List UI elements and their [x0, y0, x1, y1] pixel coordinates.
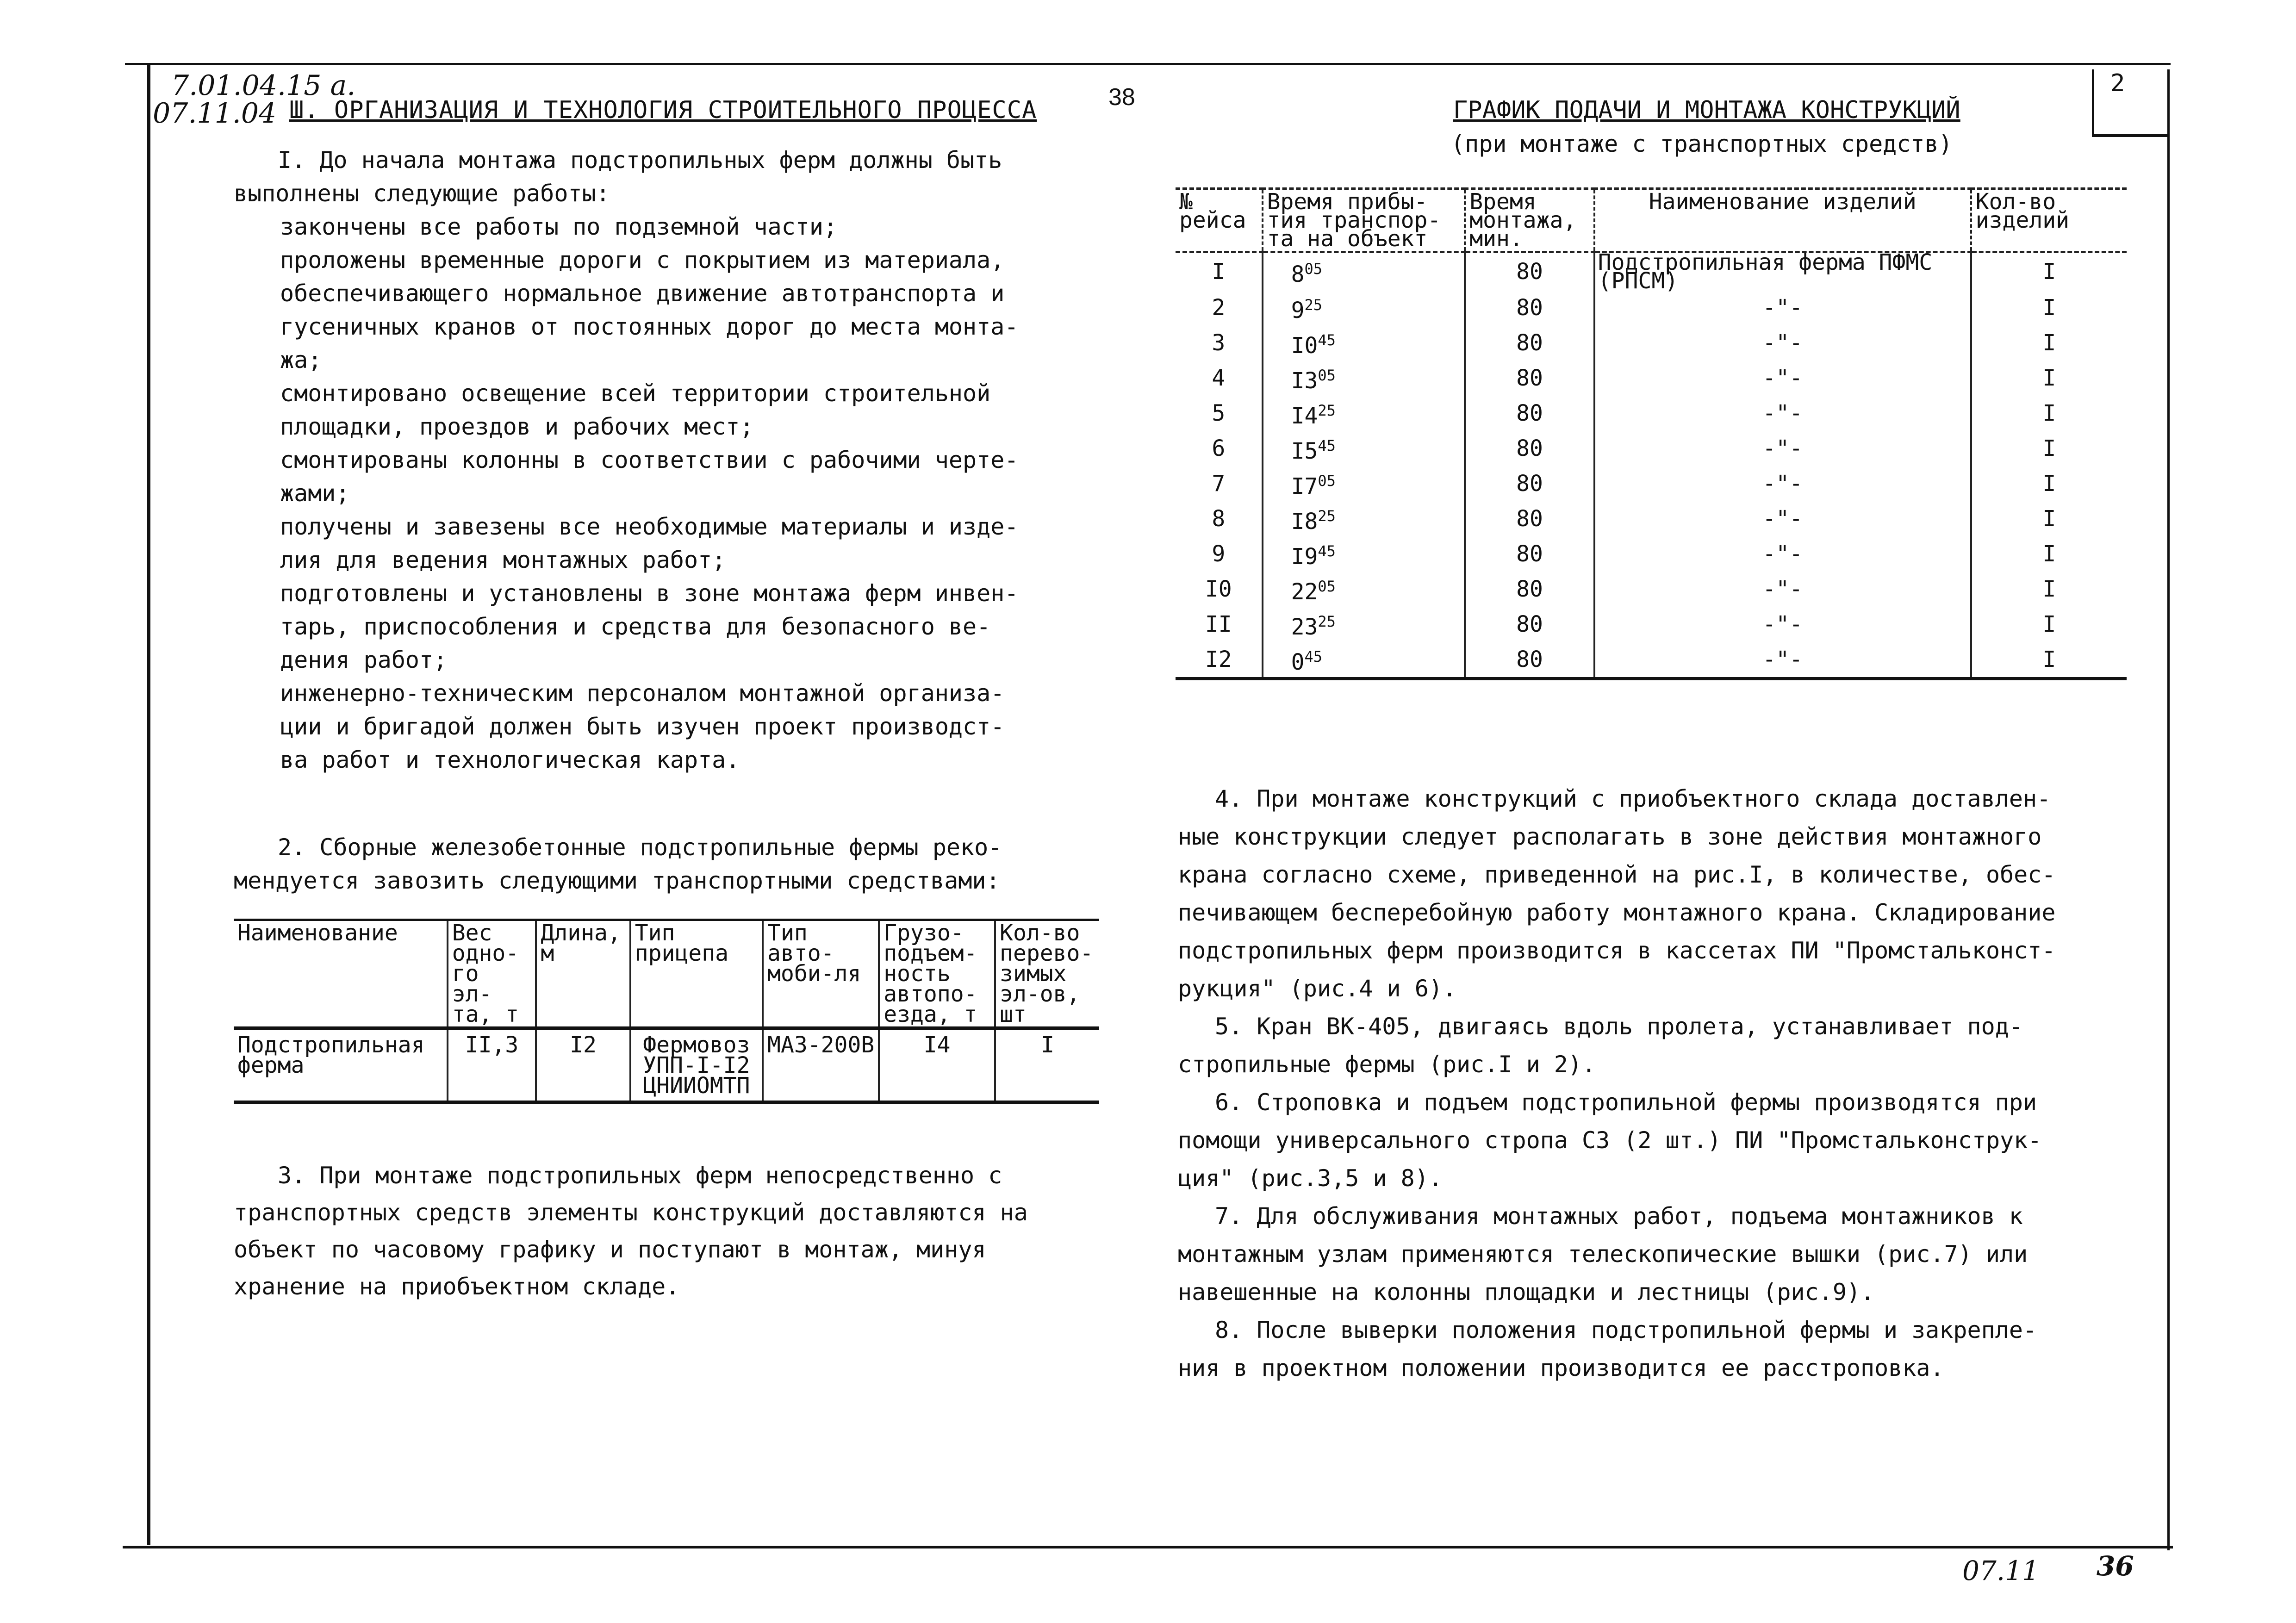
text-line: навешенные на колонны площадки и лестницы (рис.9).	[1178, 1279, 1875, 1306]
trip-number: I0	[1205, 576, 1232, 602]
product-quantity: I	[2042, 541, 2056, 567]
arrival-hour: I8	[1291, 509, 1318, 535]
arrival-hour: 8	[1291, 261, 1305, 287]
table-row	[1176, 325, 2127, 361]
section-heading: Ш. ОРГАНИЗАЦИЯ И ТЕХНОЛОГИЯ СТРОИТЕЛЬНОГО ПРОЦЕССА	[289, 96, 1037, 124]
text-line: 6. Строповка и подъем подстропильной фермы производятся при	[1215, 1089, 2037, 1116]
table-cell	[1465, 466, 1594, 501]
text-line: 4. При монтаже конструкций с приобъектного склада доставлен-	[1215, 785, 2051, 812]
table-cell	[1465, 396, 1594, 431]
arrival-hour: 23	[1291, 614, 1318, 640]
table-cell	[1176, 501, 1263, 536]
trip-number: 2	[1212, 295, 1226, 321]
table-header: Время монтажа, мин.	[1465, 189, 1594, 252]
table-row	[1176, 396, 2127, 431]
text-line: 8. После выверки положения подстропильной фермы и закрепле-	[1215, 1317, 2037, 1343]
frame-right-line	[2167, 69, 2170, 1550]
table-cell	[1176, 396, 1263, 431]
text-line: мендуется завозить следующими транспортными средствами:	[234, 867, 1000, 894]
mount-duration: 80	[1516, 611, 1543, 637]
table-cell	[1971, 290, 2127, 325]
arrival-minute: 05	[1304, 260, 1323, 278]
table-cell	[1176, 607, 1263, 642]
arrival-minute: 45	[1304, 648, 1323, 665]
product-quantity: I	[2042, 576, 2056, 602]
product-quantity: I	[2042, 611, 2056, 637]
list-item: тарь, приспособления и средства для безопасного ве-	[280, 613, 991, 640]
product-name: -"-	[1762, 647, 1803, 672]
table-cell	[1971, 325, 2127, 361]
paragraph-2	[234, 831, 1085, 897]
table-cell	[1594, 396, 1971, 431]
schedule-title: ГРАФИК ПОДАЧИ И МОНТАЖА КОНСТРУКЦИЙ	[1453, 96, 1960, 124]
text-line: транспортных средств элементы конструкций доставляются на	[234, 1199, 1028, 1226]
frame-left-line	[147, 64, 150, 1545]
text-line: ния в проектном положении производится ее расстроповка.	[1178, 1355, 1944, 1381]
text-line: крана согласно схеме, приведенной на рис.I, в количестве, обес-	[1178, 861, 2056, 888]
product-quantity: I	[2042, 471, 2056, 497]
trip-number: 9	[1212, 541, 1226, 567]
product-name: -"-	[1762, 576, 1803, 602]
mount-duration: 80	[1516, 259, 1543, 285]
paragraph-4	[1178, 780, 2113, 1387]
list-item: получены и завезены все необходимые материалы и изде-	[280, 513, 1019, 540]
trip-number: 6	[1212, 435, 1226, 461]
mount-duration: 80	[1516, 471, 1543, 497]
table-cell	[1594, 466, 1971, 501]
product-name: -"-	[1762, 435, 1803, 461]
text-line: 7. Для обслуживания монтажных работ, подъема монтажников к	[1215, 1203, 2023, 1230]
table-row	[1176, 431, 2127, 466]
product-name: -"-	[1762, 365, 1803, 391]
table-cell	[1465, 252, 1594, 291]
text-line: 5. Кран ВК-405, двигаясь вдоль пролета, устанавливает под-	[1215, 1013, 2023, 1040]
product-name: -"-	[1762, 471, 1803, 497]
table-cell	[1971, 361, 2127, 396]
table-cell: I	[995, 1028, 1099, 1102]
footer-code: 07.11	[1962, 1555, 2040, 1586]
table-cell: I2	[536, 1028, 630, 1102]
list-item: смонтировано освещение всей территории строительной	[280, 380, 991, 407]
list-item: жами;	[280, 480, 350, 507]
table-cell	[1465, 572, 1594, 607]
text-line: 2. Сборные железобетонные подстропильные фермы реко-	[278, 834, 1002, 861]
table-cell	[1594, 325, 1971, 361]
table-cell	[1971, 501, 2127, 536]
table-cell	[1465, 361, 1594, 396]
mount-duration: 80	[1516, 541, 1543, 567]
footer-sheet-number: 36	[2097, 1550, 2134, 1582]
arrival-minute: 05	[1318, 578, 1336, 595]
table-cell: II,3	[448, 1028, 536, 1102]
table-cell	[1176, 536, 1263, 572]
table-header: Наименование	[234, 920, 448, 1029]
table-row	[1176, 642, 2127, 679]
text-line: печивающем бесперебойную работу монтажного крана. Складирование	[1178, 899, 2056, 926]
product-name: -"-	[1762, 330, 1803, 356]
table-cell	[1971, 572, 2127, 607]
arrival-minute: 25	[1304, 296, 1323, 314]
product-name: -"-	[1762, 506, 1803, 532]
table-cell	[1971, 607, 2127, 642]
arrival-minute: 25	[1318, 507, 1336, 525]
arrival-minute: 25	[1318, 402, 1336, 419]
text-line: I. До начала монтажа подстропильных ферм должны быть	[278, 147, 1002, 174]
table-cell	[1176, 252, 1263, 291]
transport-table	[234, 919, 1099, 1104]
mount-duration: 80	[1516, 506, 1543, 532]
list-item: дения работ;	[280, 647, 448, 673]
frame-bottom-line	[123, 1546, 2173, 1548]
text-line: выполнены следующие работы:	[234, 180, 610, 207]
table-row	[1176, 572, 2127, 607]
product-quantity: I	[2042, 295, 2056, 321]
list-item: гусеничных кранов от постоянных дорог до места монта-	[280, 313, 1019, 340]
table-cell	[1465, 325, 1594, 361]
text-line: стропильные фермы (рис.I и 2).	[1178, 1051, 1596, 1078]
table-cell	[1594, 290, 1971, 325]
text-line: подстропильных ферм производится в кассетах ПИ "Промстальконст-	[1178, 937, 2056, 964]
table-cell	[1971, 252, 2127, 291]
table-cell	[1971, 466, 2127, 501]
table-cell	[1594, 607, 1971, 642]
table-row	[1176, 607, 2127, 642]
mount-duration: 80	[1516, 576, 1543, 602]
list-item: жа;	[280, 347, 322, 373]
arrival-hour: I4	[1291, 403, 1318, 429]
sheet-number: 2	[2110, 69, 2125, 97]
table-row	[1176, 501, 2127, 536]
table-cell	[1263, 396, 1465, 431]
trip-number: II	[1205, 611, 1232, 637]
table-cell	[1971, 536, 2127, 572]
table-header: Тип прицепа	[630, 920, 763, 1029]
mount-duration: 80	[1516, 330, 1543, 356]
table-cell	[1263, 431, 1465, 466]
product-name: -"-	[1762, 295, 1803, 321]
sheet-number-box	[2092, 69, 2170, 137]
product-quantity: I	[2042, 365, 2056, 391]
arrival-hour: 22	[1291, 579, 1318, 605]
table-cell	[1263, 536, 1465, 572]
product-quantity: I	[2042, 259, 2056, 285]
table-cell	[1594, 431, 1971, 466]
table-cell: МАЗ-200В	[763, 1028, 879, 1102]
table-cell	[1263, 252, 1465, 291]
product-name: Подстропильная ферма ПФМС (РПСМ)	[1598, 249, 1933, 294]
table-header: № рейса	[1176, 189, 1263, 252]
product-quantity: I	[2042, 330, 2056, 356]
table-cell	[1263, 466, 1465, 501]
arrival-minute: 45	[1318, 331, 1336, 349]
arrival-hour: I9	[1291, 544, 1318, 570]
product-quantity: I	[2042, 647, 2056, 672]
table-cell	[1594, 501, 1971, 536]
list-item: закончены все работы по подземной части;	[280, 213, 838, 240]
arrival-hour: I7	[1291, 473, 1318, 499]
list-item: смонтированы колонны в соответствии с рабочими черте-	[280, 447, 1019, 473]
product-name: -"-	[1762, 541, 1803, 567]
text-line: хранение на приобъектном складе.	[234, 1273, 680, 1300]
list-item: ва работ и технологическая карта.	[280, 746, 740, 773]
table-cell	[1176, 361, 1263, 396]
trip-number: I	[1212, 259, 1226, 285]
arrival-hour: I3	[1291, 368, 1318, 394]
text-line: ные конструкции следует располагать в зоне действия монтажного	[1178, 823, 2042, 850]
trip-number: 3	[1212, 330, 1226, 356]
table-cell	[1263, 325, 1465, 361]
mount-duration: 80	[1516, 365, 1543, 391]
document-code-secondary: 07.11.04	[153, 97, 277, 130]
document-code: 7.01.04.15 а.	[171, 69, 356, 102]
trip-number: 8	[1212, 506, 1226, 532]
text-line: 3. При монтаже подстропильных ферм непосредственно с	[278, 1162, 1002, 1189]
trip-number: 4	[1212, 365, 1226, 391]
table-header: Тип авто-моби-ля	[763, 920, 879, 1029]
arrival-minute: 45	[1318, 542, 1336, 560]
text-line: ция" (рис.3,5 и 8).	[1178, 1165, 1443, 1192]
page-number: 38	[1108, 84, 1135, 111]
table-cell	[1465, 536, 1594, 572]
table-cell	[1263, 572, 1465, 607]
table-cell	[1176, 572, 1263, 607]
mount-duration: 80	[1516, 400, 1543, 426]
table-cell	[1176, 290, 1263, 325]
table-cell	[1594, 536, 1971, 572]
list-item: площадки, проездов и рабочих мест;	[280, 413, 754, 440]
table-cell	[1594, 361, 1971, 396]
table-row	[1176, 290, 2127, 325]
table-header: Кол-во изделий	[1971, 189, 2127, 252]
table-header: Кол-во перево-зимых эл-ов, шт	[995, 920, 1099, 1029]
text-line: рукция" (рис.4 и 6).	[1178, 975, 1457, 1002]
table-cell	[1971, 396, 2127, 431]
table-cell	[1971, 642, 2127, 679]
product-quantity: I	[2042, 435, 2056, 461]
paragraph-1	[234, 143, 1085, 777]
table-row	[1176, 466, 2127, 501]
table-cell: I4	[879, 1028, 995, 1102]
text-line: объект по часовому графику и поступают в монтаж, минуя	[234, 1236, 986, 1263]
product-quantity: I	[2042, 400, 2056, 426]
list-item: обеспечивающего нормальное движение автотранспорта и	[280, 280, 1005, 307]
arrival-minute: 25	[1318, 613, 1336, 630]
table-header: Длина, м	[536, 920, 630, 1029]
table-cell	[1465, 642, 1594, 679]
list-item: инженерно-техническим персоналом монтажной организа-	[280, 680, 1005, 707]
table-cell	[1263, 290, 1465, 325]
arrival-hour: I0	[1291, 333, 1318, 359]
table-cell	[1176, 431, 1263, 466]
table-cell	[1263, 361, 1465, 396]
table-cell	[1971, 431, 2127, 466]
table-cell	[1263, 607, 1465, 642]
arrival-hour: I5	[1291, 438, 1318, 464]
table-cell	[1176, 642, 1263, 679]
arrival-hour: 0	[1291, 649, 1305, 675]
text-line: помощи универсального стропа СЗ (2 шт.) ПИ "Промстальконструк-	[1178, 1127, 2042, 1154]
product-name: -"-	[1762, 611, 1803, 637]
trip-number: 7	[1212, 471, 1226, 497]
table-cell: Подстропильная ферма	[234, 1028, 448, 1102]
list-item: лия для ведения монтажных работ;	[280, 547, 726, 573]
arrival-minute: 05	[1318, 472, 1336, 490]
table-cell	[1176, 466, 1263, 501]
list-item: проложены временные дороги с покрытием из материала,	[280, 247, 1005, 274]
schedule-table	[1176, 187, 2127, 680]
frame-top-line	[125, 63, 2171, 65]
text-line: монтажным узлам применяются телескопические вышки (рис.7) или	[1178, 1241, 2028, 1268]
table-cell	[1465, 290, 1594, 325]
table-cell	[1263, 501, 1465, 536]
product-name: -"-	[1762, 400, 1803, 426]
table-header: Время прибы-тия транспор-та на объект	[1263, 189, 1465, 252]
paragraph-3	[234, 1157, 1085, 1305]
mount-duration: 80	[1516, 295, 1543, 321]
table-cell: Фермовоз УПП-I-I2 ЦНИИОМТП	[630, 1028, 763, 1102]
list-item: подготовлены и установлены в зоне монтажа ферм инвен-	[280, 580, 1019, 607]
table-cell	[1594, 249, 1971, 294]
table-cell	[1465, 501, 1594, 536]
mount-duration: 80	[1516, 435, 1543, 461]
list-item: ции и бригадой должен быть изучен проект производст-	[280, 713, 1005, 740]
table-cell	[1594, 572, 1971, 607]
table-cell	[1465, 431, 1594, 466]
arrival-hour: 9	[1291, 298, 1305, 323]
table-cell	[1465, 607, 1594, 642]
table-row	[1176, 252, 2127, 291]
table-header: Грузо-подъем-ность автопо-езда, т	[879, 920, 995, 1029]
trip-number: 5	[1212, 400, 1226, 426]
arrival-minute: 05	[1318, 367, 1336, 384]
table-row	[1176, 536, 2127, 572]
table-header: Наименование изделий	[1594, 189, 1971, 252]
table-row	[1176, 361, 2127, 396]
table-header: Вес одно-го эл-та, т	[448, 920, 536, 1029]
table-row	[234, 1028, 1099, 1102]
arrival-minute: 45	[1318, 437, 1336, 454]
mount-duration: 80	[1516, 647, 1543, 672]
schedule-subtitle: (при монтаже с транспортных средств)	[1451, 131, 1953, 157]
trip-number: I2	[1205, 647, 1232, 672]
table-cell	[1594, 642, 1971, 679]
table-cell	[1176, 325, 1263, 361]
table-cell	[1263, 642, 1465, 679]
product-quantity: I	[2042, 506, 2056, 532]
